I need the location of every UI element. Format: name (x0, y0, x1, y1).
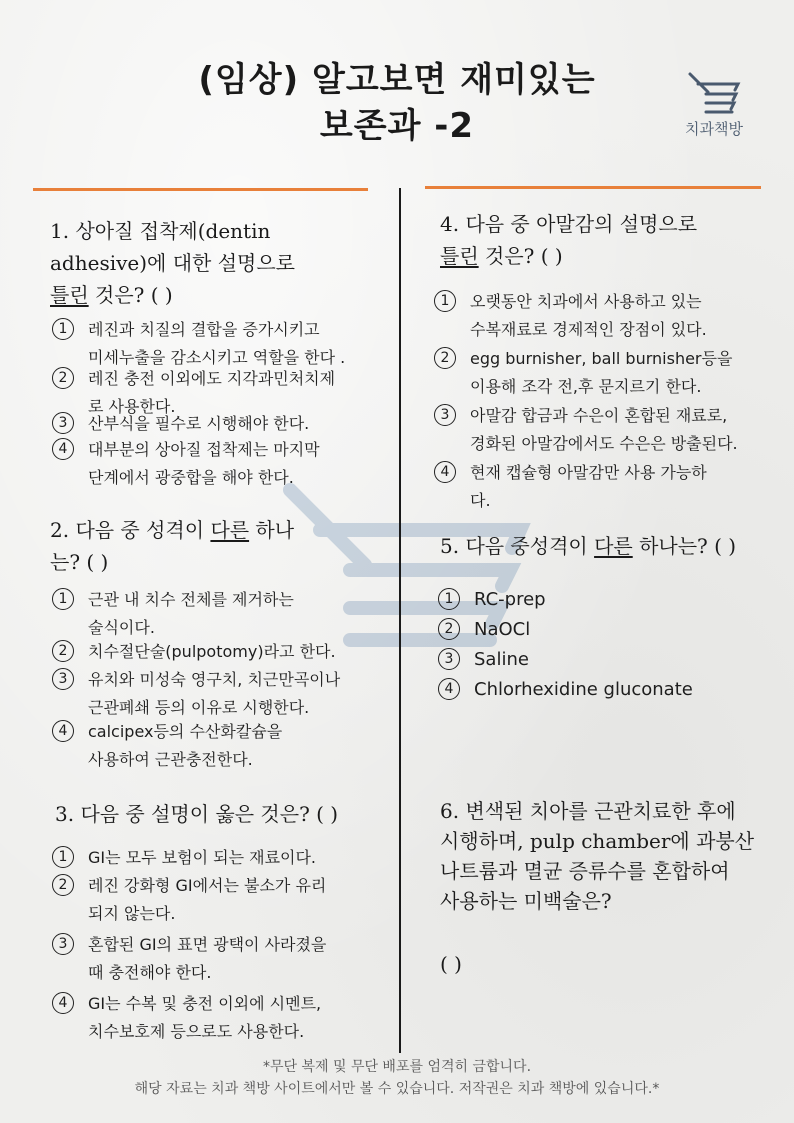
option-5-3[interactable] (438, 646, 783, 674)
option-3-4[interactable] (52, 990, 397, 1046)
option-text: 산부식을 필수로 시행해야 한다. (88, 414, 310, 433)
circled-number: 4 (438, 678, 460, 700)
option-text: 대부분의 상아질 접착제는 마지막 (88, 440, 320, 459)
question-text-line: 3. 다음 중 설명이 옳은 것은? ( ) (55, 802, 339, 826)
option-text: Chlorhexidine gluconate (474, 679, 693, 700)
option-text: 혼합된 GI의 표면 광택이 사라졌을 (88, 935, 327, 954)
option-4-3[interactable] (434, 402, 784, 458)
logo-text: 치과책방 (685, 120, 743, 138)
underlined-word: 다른 (594, 534, 633, 558)
circled-number: 4 (434, 461, 456, 483)
circled-number: 2 (52, 874, 74, 896)
option-text: 현재 캡슐형 아말감만 사용 가능하 (470, 463, 707, 482)
option-2-4[interactable] (52, 718, 397, 774)
option-text: 이용해 조각 전,후 문지르기 한다. (470, 377, 702, 396)
question-text-line: 나트륨과 멸균 증류수를 혼합하여 (440, 859, 730, 883)
column-divider (399, 188, 401, 1053)
option-text: 미세누출을 감소시키고 역할을 한다 . (88, 348, 346, 367)
question-text-line: 1. 상아질 접착제(dentin (50, 219, 271, 243)
option-3-2[interactable] (52, 872, 397, 928)
option-text: 근관 내 치수 전체를 제거하는 (88, 590, 294, 609)
question-text-end: 하나는? ( ) (632, 534, 737, 558)
option-2-1[interactable] (52, 586, 397, 642)
underlined-word: 다른 (210, 518, 250, 542)
option-text: RC-prep (474, 589, 546, 610)
question-text-end: 하나 (249, 518, 295, 542)
question-text-line: 사용하는 미백술은? (440, 889, 612, 913)
option-1-3[interactable] (52, 410, 397, 438)
question-text-line: 4. 다음 중 아말감의 설명으로 (440, 212, 698, 236)
option-5-1[interactable] (438, 586, 783, 614)
option-text: 유치와 미성숙 영구치, 치근만곡이나 (88, 670, 341, 689)
underlined-word: 틀린 (50, 283, 89, 307)
question-1 (50, 215, 390, 311)
option-text: 단계에서 광중합을 해야 한다. (88, 468, 294, 487)
option-5-2[interactable] (438, 616, 783, 644)
circled-number: 3 (438, 648, 460, 670)
option-3-1[interactable] (52, 844, 397, 872)
question-6 (440, 796, 785, 916)
circled-number: 2 (52, 367, 74, 389)
question-text-start: 5. 다음 중성격이 (440, 534, 595, 558)
question-text-line: 시행하며, pulp chamber에 과붕산 (440, 829, 755, 853)
option-text: 아말감 합금과 수은이 혼합된 재료로, (470, 406, 728, 425)
circled-number: 2 (52, 640, 74, 662)
option-text: 근관폐쇄 등의 이유로 시행한다. (88, 698, 310, 717)
question-2 (50, 514, 390, 578)
question-text-line (440, 240, 785, 272)
option-4-1[interactable] (434, 288, 784, 344)
question-text-line: 6. 변색된 치아를 근관치료한 후에 (440, 799, 736, 823)
option-text: 되지 않는다. (88, 904, 176, 923)
option-text: 경화된 아말감에서도 수은은 방출된다. (470, 434, 738, 453)
question-text-line (50, 514, 390, 546)
option-3-3[interactable] (52, 931, 397, 987)
option-text: 사용하여 근관충전한다. (88, 750, 253, 769)
question-5 (440, 530, 790, 562)
option-text: egg burnisher, ball burnisher등을 (470, 349, 733, 368)
circled-number: 4 (52, 992, 74, 1014)
circled-number: 3 (52, 933, 74, 955)
option-4-2[interactable] (434, 345, 784, 401)
option-text: 다. (470, 491, 491, 510)
option-2-3[interactable] (52, 666, 397, 722)
option-1-4[interactable] (52, 436, 397, 492)
option-text: NaOCl (474, 619, 531, 640)
option-text: 로 사용한다. (88, 397, 176, 416)
circled-number: 1 (52, 318, 74, 340)
option-1-1[interactable] (52, 316, 397, 372)
option-text: 레진 충전 이외에도 지각과민처치제 (88, 369, 336, 388)
footer-notice-line1: *무단 복제 및 무단 배포를 엄격히 금합니다. (262, 1059, 532, 1075)
circled-number: 4 (52, 720, 74, 742)
question-text-line: adhesive)에 대한 설명으로 (50, 251, 295, 275)
circled-number: 3 (52, 412, 74, 434)
circled-number: 2 (434, 347, 456, 369)
accent-rule-right (425, 186, 761, 189)
circled-number: 1 (434, 290, 456, 312)
underlined-word: 틀린 (440, 244, 479, 268)
option-5-4[interactable] (438, 676, 783, 704)
circled-number: 3 (434, 404, 456, 426)
option-text: 오랫동안 치과에서 사용하고 있는 (470, 292, 702, 311)
option-text: GI는 모두 보험이 되는 재료이다. (88, 848, 317, 867)
question-text-end: 것은? ( ) (88, 283, 173, 307)
option-text: Saline (474, 649, 529, 670)
circled-number: 1 (438, 588, 460, 610)
question-text-end: 것은? ( ) (478, 244, 563, 268)
circled-number: 1 (52, 588, 74, 610)
answer-blank[interactable]: ( ) (440, 952, 462, 976)
circled-number: 1 (52, 846, 74, 868)
question-text-line: 는? ( ) (50, 550, 109, 574)
question-text-start: 2. 다음 중 성격이 (50, 518, 211, 542)
page-title-line2: 보존과 -2 (319, 106, 475, 146)
question-3 (55, 798, 395, 830)
option-text: GI는 수복 및 충전 이외에 시멘트, (88, 994, 322, 1013)
question-text-line (440, 530, 790, 562)
option-text: 레진과 치질의 결합을 증가시키고 (88, 320, 320, 339)
circled-number: 3 (52, 668, 74, 690)
option-text: 수복재료로 경제적인 장점이 있다. (470, 320, 707, 339)
circled-number: 4 (52, 438, 74, 460)
option-text: 치수절단술(pulpotomy)라고 한다. (88, 642, 336, 661)
option-text: 치수보호제 등으로도 사용한다. (88, 1022, 305, 1041)
accent-rule-left (33, 188, 368, 191)
option-text: 때 충전해야 한다. (88, 963, 212, 982)
circled-number: 2 (438, 618, 460, 640)
question-4 (440, 208, 785, 272)
footer-notice-line2: 해당 자료는 치과 책방 사이트에서만 볼 수 있습니다. 저작권은 치과 책방에 있습니다.* (134, 1081, 660, 1097)
option-text: 술식이다. (88, 618, 155, 637)
question-text-line (50, 279, 390, 311)
option-4-4[interactable] (434, 459, 784, 515)
option-text: calcipex등의 수산화칼슘을 (88, 722, 283, 741)
option-2-2[interactable] (52, 638, 397, 666)
option-text: 레진 강화형 GI에서는 불소가 유리 (88, 876, 327, 895)
page-title-line1: (임상) 알고보면 재미있는 (198, 60, 596, 100)
